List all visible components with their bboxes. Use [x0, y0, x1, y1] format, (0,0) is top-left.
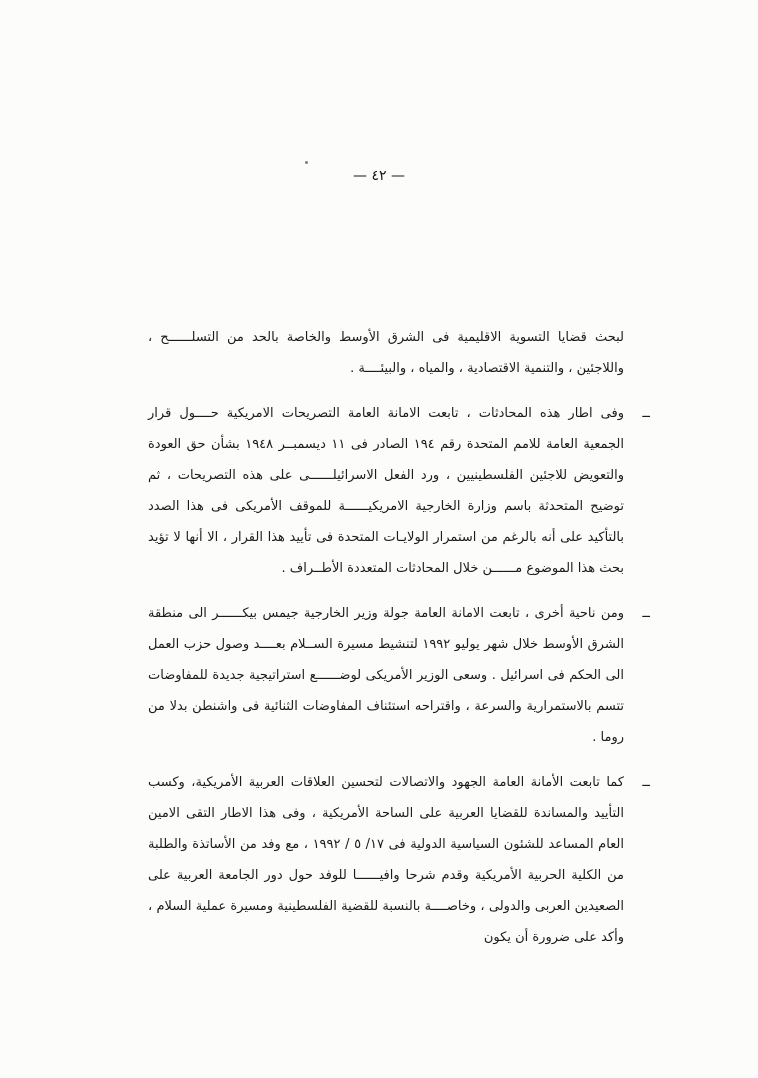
- page-number: — ٤٢ —: [353, 168, 405, 184]
- paragraph-text: ومن ناحية أخرى ، تابعت الامانة العامة جولة وزير الخارجية جيمس بيكــــــر الى منطقة الشرق الأوسط خلال شهر يوليو ١٩٩٢ لتنشيط مسيرة الســلام بعــــد وصول حزب العمل الى الحكم فى اسرائيل . وسعى الوزير الأمريكى لوضــــــع استراتيجية جديدة للمفاوضات تتسم بالاستمرارية والسرعة ، واقتراحه استئناف المفاوضات الثنائية فى واشنطن بدلا من روما .: [148, 606, 624, 745]
- paragraph: [148, 322, 624, 384]
- scan-speck-icon: [305, 161, 308, 164]
- paragraph-text: لبحث قضايا التسوية الاقليمية فى الشرق الأوسط والخاصة بالحد من التسلــــــح ، واللاجئين ، والتنمية الاقتصادية ، والمياه ، والبيئــــة .: [148, 330, 624, 376]
- paragraph: [148, 398, 650, 584]
- paragraph-dash-marker: ــ: [642, 406, 650, 421]
- paragraph: [148, 598, 650, 753]
- paragraph-dash-marker: ــ: [642, 606, 650, 621]
- paragraph-dash-marker: ــ: [642, 775, 650, 790]
- document-body: [148, 322, 650, 967]
- paragraph-text: كما تابعت الأمانة العامة الجهود والاتصالات لتحسين العلاقات العربية الأمريكية، وكسب التأييد والمساندة للقضايا العربية على الساحة الأمريكية ، وفى هذا الاطار التقى الامين العام المساعد للشئون السياسية الدولية فى ١٧/ ٥ / ١٩٩٢ ، مع وفد من الأساتذة والطلبة من الكلية الحربية الأمريكية وقدم شرحا وافيــــــا للوفد حول دور الجامعة العربية على الصعيدين العربى والدولى ، وخاصــــة بالنسبة للقضية الفلسطينية ومسيرة عملية السلام ، وأكد على ضرورة أن يكون: [148, 775, 625, 945]
- paragraph-text: وفى اطار هذه المحادثات ، تابعت الامانة العامة التصريحات الامريكية حــــول قرار الجمعية العامة للامم المتحدة رقم ١٩٤ الصادر فى ١١ ديسمبــر ١٩٤٨ بشأن حق العودة والتعويض للاجئين الفلسطينيين ، ورد الفعل الاسرائيلــــــى على هذه التصريحات ، ثم توضيح المتحدثة باسم وزارة الخارجية الامريكيــــــة للموقف الأمريكى فى هذا الصدد بالتأكيد على أنه بالرغم من استمرار الولايـات المتحدة فى تأييد هذا القرار ، الا أنها لا تؤيد بحث هذا الموضوع مــــــن خلال المحادثات المتعددة الأطــراف .: [148, 406, 624, 576]
- paragraph: [148, 767, 650, 953]
